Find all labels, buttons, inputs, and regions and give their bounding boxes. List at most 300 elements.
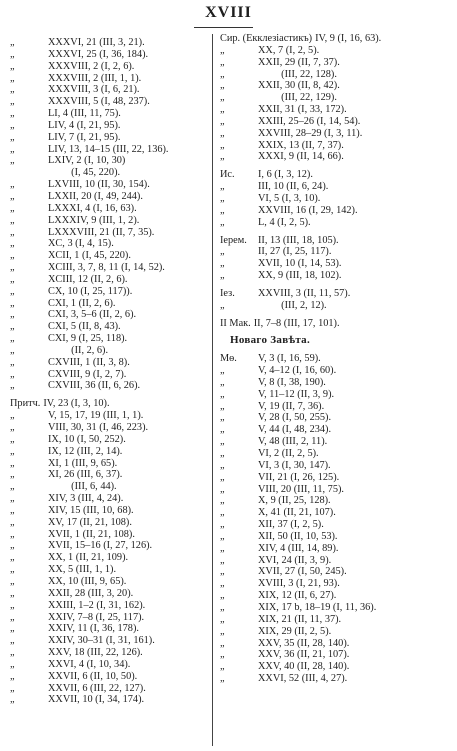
- index-entry: [220, 401, 455, 413]
- index-entry: [10, 600, 210, 612]
- index-entry: [220, 649, 455, 661]
- reference-text: XVII, 27 (I, 50, 245).: [258, 566, 347, 578]
- reference-text: CXI, 9 (I, 25, 118).: [48, 333, 128, 345]
- reference-text: II, 27 (I, 25, 117).: [258, 246, 332, 258]
- reference-text: CX, 10 (I, 25, 117)).: [48, 285, 133, 297]
- ditto-mark: „: [220, 139, 225, 151]
- ditto-mark: „: [10, 552, 15, 564]
- reference-text: XXXVIII, 5 (I, 48, 237).: [48, 96, 150, 108]
- index-entry: [220, 460, 455, 472]
- index-entry: [220, 270, 455, 282]
- ditto-mark: „: [220, 566, 225, 578]
- ditto-mark: „: [10, 356, 15, 368]
- ditto-mark: „: [10, 84, 15, 96]
- ditto-mark: „: [220, 459, 225, 471]
- reference-text: (III, 22, 129).: [258, 92, 337, 104]
- ditto-mark: „: [220, 625, 225, 637]
- index-entry: [220, 602, 455, 614]
- ditto-mark: „: [10, 48, 15, 60]
- ditto-mark: „: [10, 611, 15, 623]
- ditto-mark: „: [10, 202, 15, 214]
- index-entry: [10, 179, 210, 191]
- book-name: Сир. (Екклезіастикъ): [220, 33, 313, 44]
- index-entry: [220, 288, 455, 300]
- index-entry: [220, 566, 455, 578]
- ditto-mark: „: [10, 368, 15, 380]
- index-entry: [220, 193, 455, 205]
- reference-text: XIV, 3 (III, 4, 24).: [48, 493, 124, 505]
- reference-text: CXI, 3, 5–6 (II, 2, 6).: [48, 309, 137, 321]
- reference-text: IX, 12 (III, 2, 14).: [48, 445, 123, 457]
- reference-text: XVII, 1 (II, 21, 108).: [48, 528, 135, 540]
- index-entry: [220, 389, 455, 401]
- index-entry: [10, 345, 210, 357]
- left-column: [10, 37, 210, 706]
- ditto-mark: „: [10, 410, 15, 422]
- ditto-mark: „: [10, 321, 15, 333]
- ditto-mark: „: [220, 115, 225, 127]
- index-entry: [10, 309, 210, 321]
- index-entry: [10, 380, 210, 392]
- index-entry: [220, 235, 455, 247]
- reference-text: XXIV, 7–8 (I, 25, 117).: [48, 611, 145, 623]
- ditto-mark: „: [10, 528, 15, 540]
- index-entry: [10, 238, 210, 250]
- ditto-mark: „: [220, 192, 225, 204]
- ditto-mark: „: [220, 519, 225, 531]
- reference-text: (I, 45, 220).: [48, 167, 121, 179]
- index-entry: [10, 671, 210, 683]
- index-entry: [10, 647, 210, 659]
- book-name: II Мак.: [220, 317, 251, 329]
- ditto-mark: „: [10, 493, 15, 505]
- index-entry: [10, 155, 210, 167]
- reference-text: XIX, 21 (II, 11, 37).: [258, 613, 342, 625]
- reference-text: XXV, 18 (III, 22, 126).: [48, 647, 143, 659]
- ditto-mark: „: [10, 297, 15, 309]
- ditto-mark: „: [10, 469, 15, 481]
- index-entry: [220, 258, 455, 270]
- ditto-mark: „: [10, 273, 15, 285]
- ditto-mark: „: [220, 127, 225, 139]
- reference-text: VI, 5 (I, 3, 10).: [258, 192, 321, 204]
- reference-text: XXV, 40 (II, 28, 140).: [258, 661, 350, 673]
- index-entry: [220, 181, 455, 193]
- page-title: XVIII: [205, 4, 252, 21]
- index-entry: [10, 274, 210, 286]
- index-entry: [220, 57, 455, 69]
- reference-text: XXVII, 10 (I, 34, 174).: [48, 694, 145, 706]
- ditto-mark: „: [220, 270, 225, 282]
- index-entry: [220, 614, 455, 626]
- reference-text: II, 13 (III, 18, 105).: [258, 234, 339, 246]
- reference-text: XXIII, 1–2 (I, 31, 162).: [48, 599, 146, 611]
- index-entry: [220, 69, 455, 81]
- ditto-mark: „: [10, 540, 15, 552]
- index-entry: [10, 203, 210, 215]
- reference-text: XXXVI, 25 (I, 36, 184).: [48, 48, 149, 60]
- ditto-mark: „: [10, 285, 15, 297]
- index-entry: [10, 505, 210, 517]
- reference-text: XX, 1 (II, 21, 109).: [48, 552, 129, 564]
- book-name: Мѳ.: [220, 353, 237, 365]
- reference-text: XV, 17 (II, 21, 108).: [48, 516, 132, 528]
- ditto-mark: „: [10, 238, 15, 250]
- index-entry: [220, 590, 455, 602]
- index-entry: [10, 108, 210, 120]
- reference-text: XXIX, 13 (II, 7, 37).: [258, 139, 344, 151]
- ditto-mark: „: [10, 658, 15, 670]
- reference-text: XXVII, 6 (III, 22, 127).: [48, 682, 146, 694]
- reference-text: LIV, 4 (I, 21, 95).: [48, 119, 121, 131]
- reference-text: IV, 9 (I, 16, 63).: [315, 33, 382, 44]
- reference-text: XC, 3 (I, 4, 15).: [48, 238, 114, 250]
- ditto-mark: „: [10, 445, 15, 457]
- index-entry: [220, 626, 455, 638]
- reference-text: XI, 1 (III, 9, 65).: [48, 457, 118, 469]
- index-entry: [220, 424, 455, 436]
- ditto-mark: „: [10, 599, 15, 611]
- reference-text: (III, 22, 128).: [258, 68, 337, 80]
- ditto-mark: „: [10, 72, 15, 84]
- ditto-mark: „: [10, 119, 15, 131]
- index-entry: [10, 529, 210, 541]
- index-entry: [220, 318, 455, 330]
- index-entry: [220, 507, 455, 519]
- index-entry: [10, 227, 210, 239]
- index-entry: [10, 481, 210, 493]
- ditto-mark: „: [220, 376, 225, 388]
- index-entry: [220, 555, 455, 567]
- ditto-mark: „: [220, 530, 225, 542]
- reference-text: XXXVIII, 2 (I, 2, 6).: [48, 60, 135, 72]
- reference-text: LXXII, 20 (I, 49, 244).: [48, 190, 143, 202]
- reference-text: XXVIII, 16 (I, 29, 142).: [258, 204, 358, 216]
- reference-text: XX, 7 (I, 2, 5).: [258, 44, 320, 56]
- reference-text: CXVIII, 1 (II, 3, 8).: [48, 356, 130, 368]
- index-entry: [220, 80, 455, 92]
- ditto-mark: „: [220, 68, 225, 80]
- reference-text: XXII, 29 (II, 7, 37).: [258, 56, 340, 68]
- ditto-mark: „: [10, 262, 15, 274]
- index-entry: [220, 33, 455, 45]
- index-entry: [10, 540, 210, 552]
- ditto-mark: „: [220, 388, 225, 400]
- ditto-mark: „: [10, 623, 15, 635]
- index-entry: [10, 369, 210, 381]
- index-entry: [10, 298, 210, 310]
- index-entry: [220, 116, 455, 128]
- ditto-mark: „: [220, 92, 225, 104]
- reference-text: XXXVIII, 3 (I, 6, 21).: [48, 84, 140, 96]
- ditto-mark: „: [10, 380, 15, 392]
- ditto-mark: „: [220, 578, 225, 590]
- reference-text: V, 11–12 (II, 3, 9).: [258, 388, 335, 400]
- ditto-mark: „: [220, 246, 225, 258]
- index-entry: [220, 169, 455, 181]
- index-entry: [220, 217, 455, 229]
- ditto-mark: „: [220, 590, 225, 602]
- title-rule: [194, 27, 253, 28]
- ditto-mark: „: [220, 56, 225, 68]
- index-entry: [220, 45, 455, 57]
- index-entry: [220, 436, 455, 448]
- reference-text: CXI, 5 (II, 8, 43).: [48, 321, 121, 333]
- index-entry: [10, 434, 210, 446]
- ditto-mark: „: [10, 457, 15, 469]
- index-entry: [220, 543, 455, 555]
- reference-text: V, 19 (II, 7, 36).: [258, 400, 325, 412]
- index-entry: [10, 517, 210, 529]
- ditto-mark: „: [10, 60, 15, 72]
- reference-text: (III, 6, 44).: [48, 481, 117, 493]
- reference-text: XIV, 15 (III, 10, 68).: [48, 504, 134, 516]
- index-entry: [10, 262, 210, 274]
- reference-text: XXVIII, 3 (II, 11, 57).: [258, 287, 351, 299]
- ditto-mark: „: [220, 483, 225, 495]
- reference-text: XXXI, 9 (II, 14, 66).: [258, 151, 344, 163]
- reference-text: XII, 50 (II, 10, 53).: [258, 530, 338, 542]
- reference-text: XIX, 17 b, 18–19 (I, 11, 36).: [258, 601, 377, 613]
- reference-text: XCIII, 3, 7, 8, 11 (I, 14, 52).: [48, 262, 165, 274]
- ditto-mark: „: [220, 471, 225, 483]
- ditto-mark: „: [10, 575, 15, 587]
- reference-text: V, 4–12 (I, 16, 60).: [258, 365, 337, 377]
- reference-text: LXXXVIII, 21 (II, 7, 35).: [48, 226, 155, 238]
- index-entry: [220, 128, 455, 140]
- ditto-mark: „: [10, 422, 15, 433]
- index-entry: [10, 398, 210, 410]
- ditto-mark: „: [10, 37, 15, 48]
- reference-text: XIX, 29 (II, 2, 5).: [258, 625, 332, 637]
- ditto-mark: „: [220, 542, 225, 554]
- reference-text: XVI, 24 (II, 3, 9).: [258, 554, 332, 566]
- ditto-mark: „: [10, 155, 15, 167]
- reference-text: V, 3 (I, 16, 59).: [258, 353, 321, 365]
- ditto-mark: „: [10, 647, 15, 659]
- ditto-mark: „: [10, 587, 15, 599]
- reference-text: XXII, 30 (II, 8, 42).: [258, 80, 340, 92]
- reference-text: VIII, 30, 31 (I, 46, 223).: [48, 422, 149, 433]
- ditto-mark: „: [220, 507, 225, 519]
- reference-text: (II, 2, 6).: [48, 344, 109, 356]
- ditto-mark: „: [220, 44, 225, 56]
- reference-text: CXVIII, 36 (II, 6, 26).: [48, 380, 141, 392]
- index-entry: [220, 673, 455, 685]
- ditto-mark: „: [220, 613, 225, 625]
- ditto-mark: „: [220, 661, 225, 673]
- index-entry: [10, 250, 210, 262]
- ditto-mark: „: [10, 309, 15, 321]
- index-entry: [220, 661, 455, 673]
- reference-text: XXXVI, 21 (III, 3, 21).: [48, 37, 145, 48]
- ditto-mark: „: [10, 504, 15, 516]
- index-entry: [220, 365, 455, 377]
- ditto-mark: „: [10, 179, 15, 191]
- index-entry: [220, 531, 455, 543]
- index-entry: [220, 495, 455, 507]
- reference-text: XXIV, 11 (I, 36, 178).: [48, 623, 139, 635]
- reference-text: XCIII, 12 (II, 2, 6).: [48, 273, 128, 285]
- reference-text: XVII, 10 (I, 14, 53).: [258, 258, 342, 270]
- reference-text: XXII, 31 (I, 33, 172).: [258, 104, 347, 116]
- ditto-mark: „: [220, 601, 225, 613]
- reference-text: V, 28 (I, 50, 255).: [258, 412, 332, 424]
- ditto-mark: „: [10, 344, 15, 356]
- ditto-mark: „: [10, 564, 15, 576]
- index-entry: [10, 446, 210, 458]
- reference-text: VI, 2 (II, 2, 5).: [258, 448, 319, 459]
- reference-text: XIV, 4 (III, 14, 89).: [258, 542, 339, 554]
- reference-text: XXV, 36 (II, 21, 107).: [258, 649, 350, 661]
- reference-text: V, 48 (III, 2, 11).: [258, 436, 328, 448]
- reference-text: XII, 37 (I, 2, 5).: [258, 519, 324, 531]
- reference-text: XXVI, 52 (III, 4, 27).: [258, 673, 348, 685]
- index-entry: [10, 422, 210, 434]
- reference-text: XXIV, 30–31 (I, 31, 161).: [48, 635, 155, 647]
- index-entry: [220, 300, 455, 312]
- reference-text: LIV, 13, 14–15 (III, 22, 136).: [48, 143, 169, 155]
- index-entry: [10, 493, 210, 505]
- index-entry: [10, 333, 210, 345]
- reference-text: LI, 4 (III, 11, 75).: [48, 108, 121, 120]
- index-entry: [10, 132, 210, 144]
- index-entry: [10, 73, 210, 85]
- index-entry: [10, 694, 210, 706]
- ditto-mark: „: [10, 516, 15, 528]
- index-entry: [220, 484, 455, 496]
- reference-text: V, 44 (I, 48, 234).: [258, 424, 332, 436]
- index-entry: [10, 612, 210, 624]
- ditto-mark: „: [10, 96, 15, 108]
- ditto-mark: „: [10, 250, 15, 262]
- ditto-mark: „: [10, 131, 15, 143]
- index-entry: [220, 246, 455, 258]
- ditto-mark: „: [220, 258, 225, 270]
- reference-text: XX, 9 (III, 18, 102).: [258, 270, 342, 282]
- ditto-mark: „: [10, 481, 15, 493]
- index-entry: [220, 353, 455, 365]
- reference-text: XX, 10 (III, 9, 65).: [48, 575, 127, 587]
- ditto-mark: „: [10, 108, 15, 120]
- index-entry: [10, 469, 210, 481]
- reference-text: XXV, 35 (II, 28, 140).: [258, 637, 350, 649]
- ditto-mark: „: [220, 181, 225, 193]
- reference-text: XVII, 15–16 (I, 27, 126).: [48, 540, 153, 552]
- reference-text: VII, 21 (I, 26, 125).: [258, 471, 340, 483]
- index-entry: [220, 377, 455, 389]
- book-name: [10, 167, 48, 179]
- reference-text: V, 8 (I, 38, 190).: [258, 376, 326, 388]
- ditto-mark: „: [220, 216, 225, 228]
- index-entry: [10, 623, 210, 635]
- index-entry: [220, 151, 455, 163]
- reference-text: LIV, 7 (I, 21, 95).: [48, 131, 121, 143]
- ditto-mark: „: [220, 436, 225, 448]
- reference-text: X, 41 (II, 21, 107).: [258, 507, 336, 519]
- index-entry: [10, 564, 210, 576]
- index-entry: [10, 683, 210, 695]
- ditto-mark: „: [220, 554, 225, 566]
- ditto-mark: „: [10, 143, 15, 155]
- ditto-mark: „: [10, 694, 15, 706]
- index-entry: [220, 638, 455, 650]
- index-entry: [10, 120, 210, 132]
- index-entry: [10, 552, 210, 564]
- reference-text: IV, 23 (I, 3, 10).: [43, 398, 110, 410]
- ditto-mark: „: [10, 190, 15, 202]
- index-entry: [10, 286, 210, 298]
- ditto-mark: „: [220, 400, 225, 412]
- ditto-mark: „: [220, 299, 225, 311]
- ditto-mark: „: [10, 670, 15, 682]
- reference-text: CXVIII, 9 (I, 2, 7).: [48, 368, 127, 380]
- reference-text: LXVIII, 10 (II, 30, 154).: [48, 179, 150, 191]
- ditto-mark: „: [220, 637, 225, 649]
- index-entry: [10, 49, 210, 61]
- index-entry: [10, 96, 210, 108]
- reference-text: XIX, 12 (II, 6, 27).: [258, 590, 337, 602]
- index-entry: [10, 659, 210, 671]
- ditto-mark: „: [220, 104, 225, 116]
- index-entry: [220, 205, 455, 217]
- reference-text: I, 6 (I, 3, 12).: [258, 169, 313, 181]
- reference-text: XXVII, 6 (II, 10, 50).: [48, 670, 138, 682]
- index-entry: [220, 472, 455, 484]
- column-divider: [212, 34, 213, 746]
- book-name: Iерем.: [220, 234, 247, 246]
- reference-text: XXII, 28 (III, 3, 20).: [48, 587, 134, 599]
- reference-text: XVIII, 3 (I, 21, 93).: [258, 578, 340, 590]
- ditto-mark: „: [10, 214, 15, 226]
- index-entry: [10, 588, 210, 600]
- index-entry: [10, 37, 210, 49]
- ditto-mark: „: [10, 226, 15, 238]
- book-name: Притч.: [10, 398, 41, 410]
- reference-text: XX, 5 (III, 1, 1).: [48, 564, 117, 576]
- index-entry: [220, 448, 455, 460]
- reference-text: XCII, 1 (I, 45, 220).: [48, 250, 131, 262]
- index-entry: [10, 215, 210, 227]
- index-entry: [10, 410, 210, 422]
- index-entry: [10, 321, 210, 333]
- index-entry: [10, 576, 210, 588]
- index-entry: [10, 144, 210, 156]
- reference-text: (III, 2, 12).: [258, 299, 327, 311]
- reference-text: LXXXI, 4 (I, 16, 63).: [48, 202, 137, 214]
- ditto-mark: „: [10, 433, 15, 445]
- reference-text: X, 9 (II, 25, 128).: [258, 495, 331, 507]
- reference-text: XI, 26 (III, 6, 37).: [48, 469, 123, 481]
- index-entry: [10, 61, 210, 73]
- ditto-mark: „: [220, 424, 225, 436]
- right-column: [220, 33, 455, 685]
- section-heading: Новаго Завѣта.: [230, 334, 311, 347]
- index-entry: [10, 167, 210, 179]
- index-entry: [10, 635, 210, 647]
- index-entry: [220, 412, 455, 424]
- reference-text: IX, 10 (I, 50, 252).: [48, 433, 126, 445]
- reference-text: XXIII, 25–26 (I, 14, 54).: [258, 115, 361, 127]
- index-entry: [220, 104, 455, 116]
- ditto-mark: „: [220, 495, 225, 507]
- ditto-mark: „: [220, 204, 225, 216]
- reference-text: XXVI, 4 (I, 10, 34).: [48, 658, 131, 670]
- reference-text: XXXVIII, 2 (III, 1, 1).: [48, 72, 142, 84]
- index-entry: [10, 191, 210, 203]
- ditto-mark: „: [220, 673, 225, 685]
- index-entry: [220, 519, 455, 531]
